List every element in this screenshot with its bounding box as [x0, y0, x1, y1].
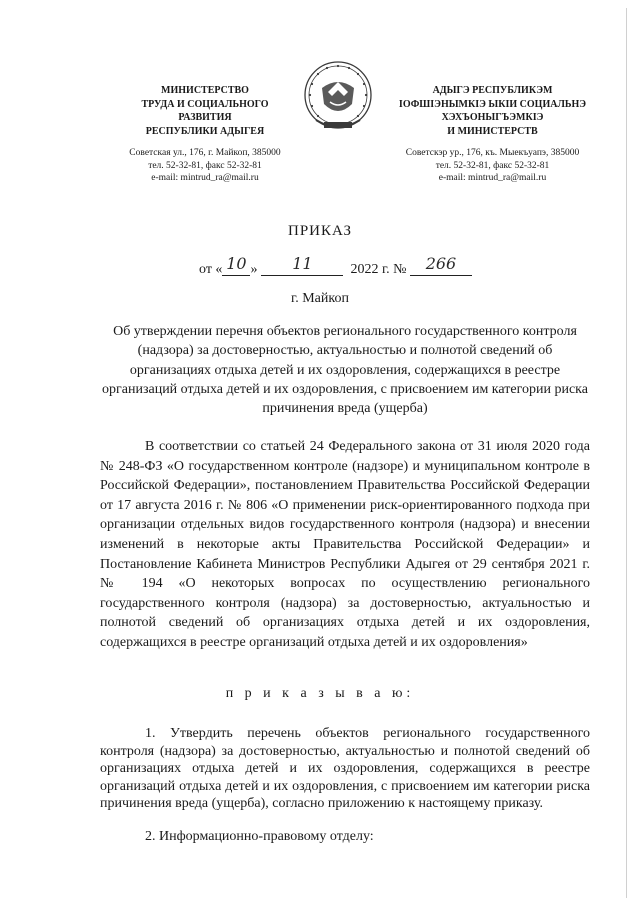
- page-edge: [626, 8, 627, 898]
- coat-of-arms-icon: [302, 58, 374, 136]
- city-name: г. Майкоп: [291, 291, 349, 306]
- ministry-address-ru: Советская ул., 176, г. Майкоп, 385000 тел. 52-32-81, факс 52-32-81 e-mail: mintrud_ra@mail.ru: [129, 148, 281, 183]
- date-day-field: 10: [222, 258, 250, 276]
- order-word: п р и к а з ы в а ю:: [225, 686, 415, 701]
- document-date-line: от « 10 » 11 2022 г. № 266: [199, 258, 472, 278]
- order-item-1: 1. Утвердить перечень объектов регионального государственного контроля (надзора) за достоверностью, актуальностью и полнотой сведений об организациях отдыха детей и их оздоровления, содержащихся в реестре организаций отдыха детей и их оздоровления, с присвоением им категории риска причинения вреда (ущерба), согласно приложению к настоящему приказу.: [100, 726, 590, 811]
- order-item-2: 2. Информационно-правовому отделу:: [145, 829, 374, 844]
- date-month-field: 11: [261, 258, 343, 276]
- ministry-address-ady: Советскэр ур., 176, къ. Мыекъуапэ, 385000 тел. 52-32-81, факс 52-32-81 e-mail: mintrud_ra@mail.ru: [405, 148, 580, 183]
- ministry-name-ady: АДЫГЭ РЕСПУБЛИКЭМ IОФШIЭНЫМКIЭ ЫКIИ СОЦИАЛЬНЭ ХЭХЪОНЫГЪЭМКIЭ И МИНИСТЕРСТВ: [398, 85, 587, 137]
- preamble-paragraph: В соответствии со статьей 24 Федерального закона от 31 июля 2020 года № 248-ФЗ «О государственном контроле (надзоре) и муниципальном контроле в Российской Федерации», постановлением Правительства Российской Федерации от 17 августа 2016 г. № 806 «О применении риск-ориентированного подхода при организации отдельных видов государственного контроля (надзора) и внесении изменений в некоторые акты Правительства Российской Федерации» и Постановление Кабинета Министров Республики Адыгея от 29 сентября 2021 г. № 194 «О некоторых вопросах по осуществлению регионального государственного контроля (надзора) за достоверностью, актуальностью и полнотой сведений об организациях отдыха детей и их оздоровления, содержащихся в реестре организаций отдыха детей и их оздоровления»: [100, 439, 590, 650]
- document-number-field: 266: [410, 258, 472, 276]
- document-title: ПРИКАЗ: [288, 223, 352, 239]
- ministry-name-ru: МИНИСТЕРСТВО ТРУДА И СОЦИАЛЬНОГО РАЗВИТИЯ РЕСПУБЛИКИ АДЫГЕЯ: [141, 85, 269, 137]
- header-right: [385, 84, 600, 185]
- document-subject: Об утверждении перечня объектов регионального государственного контроля (надзора) за достоверностью, актуальностью и полнотой сведений об организациях отдыха детей и их оздоровления, содержащихся в реестре организаций отдыха детей и их оздоровления, с присвоением им категории риска причинения вреда (ущерба): [102, 324, 588, 417]
- header-left: [100, 84, 310, 185]
